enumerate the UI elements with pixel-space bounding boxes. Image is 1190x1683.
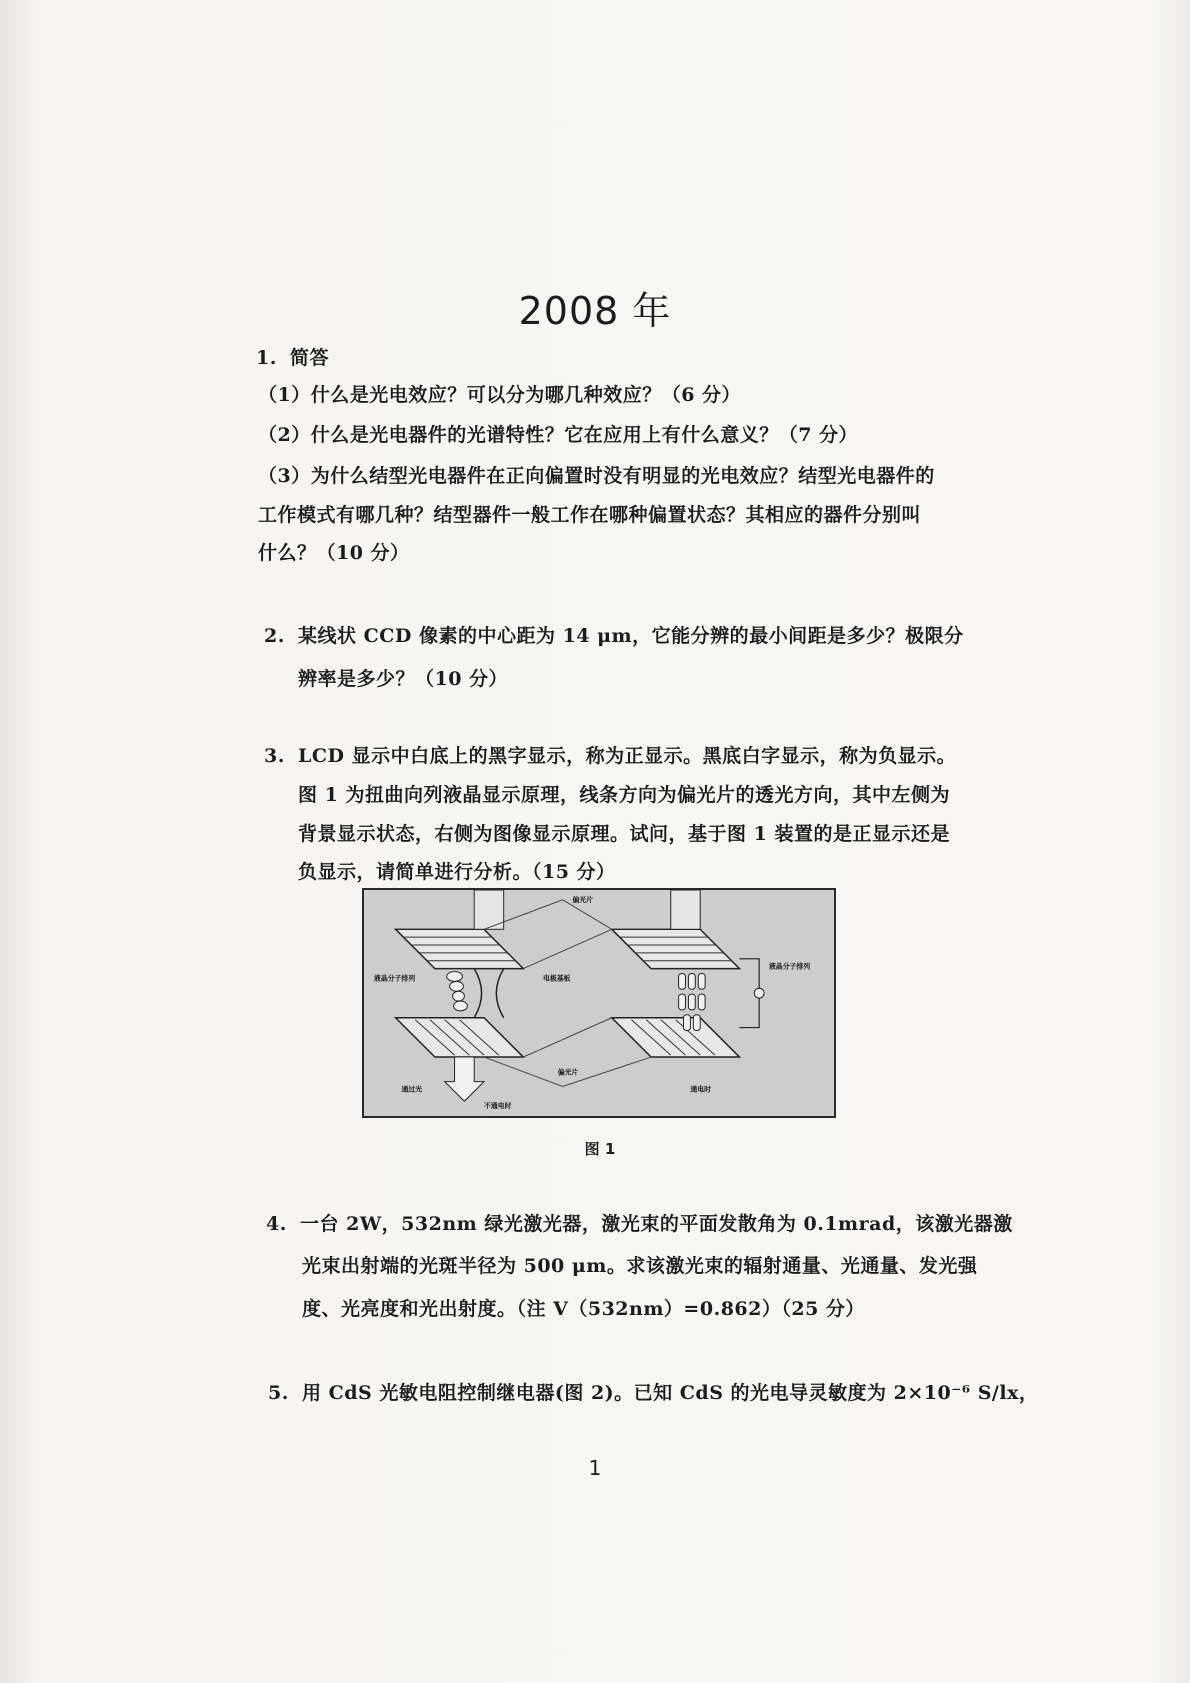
- page-title: 2008 年: [518, 289, 672, 333]
- q1-sub2: （2）什么是光电器件的光谱特性？它在应用上有什么意义？（7 分）: [258, 424, 859, 446]
- q4-line1-row: [266, 1209, 1013, 1236]
- label-power-on: 通电时: [690, 1085, 711, 1094]
- label-electrode: 电极基板: [542, 974, 571, 983]
- q4-line3: 度、光亮度和光出射度。（注 V（532nm）=0.862）（25 分）: [302, 1298, 865, 1320]
- ac-source-icon: [754, 988, 764, 998]
- q1-sub1: （1）什么是光电效应？可以分为哪几种效应？（6 分）: [258, 384, 742, 406]
- q3-line2: 图 1 为扭曲向列液晶显示原理，线条方向为偏光片的透光方向，其中左侧为: [298, 784, 950, 806]
- q1-heading: 简答: [290, 347, 330, 369]
- q2-line1-row: [264, 621, 964, 648]
- label-light-pass: 通过光: [401, 1085, 423, 1094]
- q5-line1: 用 CdS 光敏电阻控制继电器(图 2)。已知 CdS 的光电导灵敏度为 2×10⁻⁶ S/lx，: [302, 1382, 1039, 1404]
- q3-number: 3.: [264, 745, 285, 767]
- q3-line4: 负显示，请简单进行分析。（15 分）: [298, 861, 616, 883]
- q4-line2: 光束出射端的光斑半径为 500 μm。求该激光束的辐射通量、光通量、发光强: [302, 1255, 978, 1277]
- q1-number: 1.: [256, 347, 277, 369]
- figure-caption: 图 1: [584, 1140, 616, 1158]
- q4-line1: 一台 2W，532nm 绿光激光器，激光束的平面发散角为 0.1mrad，该激光器激: [300, 1213, 1013, 1235]
- label-no-power: 不通电时: [484, 1102, 512, 1111]
- right-light-in: [671, 890, 700, 929]
- lcd-diagram: [364, 890, 834, 1116]
- q3-line1-row: [264, 741, 956, 768]
- q2-number: 2.: [264, 625, 285, 647]
- q3-line1: LCD 显示中白底上的黑字显示，称为正显示。黑底白字显示，称为负显示。: [298, 745, 957, 767]
- label-polarizer-bottom: 偏光片: [557, 1068, 579, 1077]
- q2-line1: 某线状 CCD 像素的中心距为 14 μm，它能分辨的最小间距是多少？极限分: [298, 625, 964, 647]
- label-polarizer-top: 偏光片: [572, 895, 594, 904]
- q1-sub3-line3: 什么？（10 分）: [258, 542, 410, 564]
- q1-sub3-line2: 工作模式有哪几种？结型器件一般工作在哪种偏置状态？其相应的器件分别叫: [258, 504, 922, 526]
- label-lc-molecule: 液晶分子排列: [373, 974, 416, 983]
- q4-number: 4.: [266, 1213, 287, 1235]
- q1-heading-line: [256, 343, 329, 370]
- q3-line3: 背景显示状态，右侧为图像显示原理。试问，基于图 1 装置的是正显示还是: [298, 823, 950, 845]
- q5-number: 5.: [268, 1382, 289, 1404]
- figure-lcd-principle: [362, 888, 836, 1118]
- label-molecule-right: 液晶分子排列: [768, 962, 811, 971]
- page-number: 1: [588, 1456, 602, 1480]
- q5-line1-row: [268, 1378, 1038, 1405]
- q2-line2: 辨率是多少？（10 分）: [298, 668, 509, 690]
- q1-sub3-line1: （3）为什么结型光电器件在正向偏置时没有明显的光电效应？结型光电器件的: [258, 465, 935, 487]
